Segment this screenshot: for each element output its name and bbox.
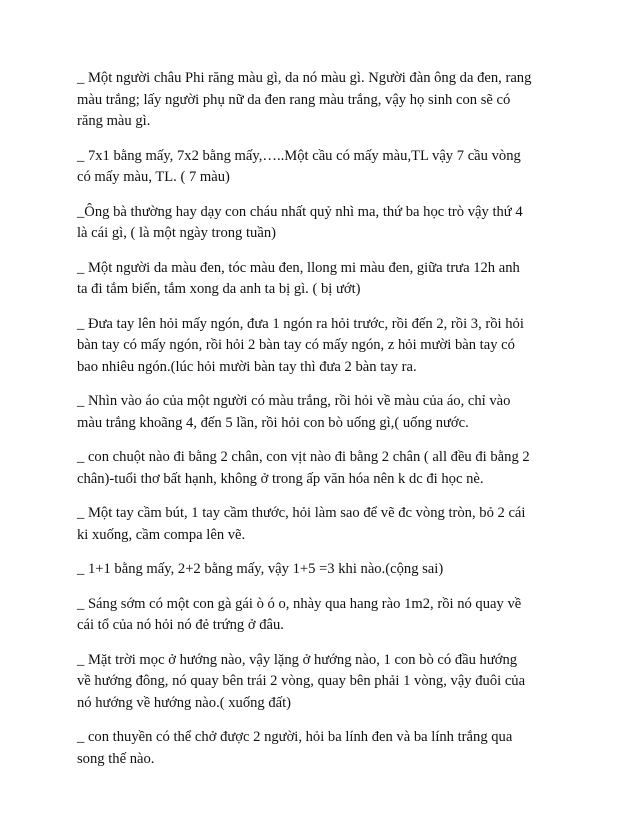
text-line: _ Mặt trời mọc ở hướng nào, vậy lặng ở hướng nào, 1 con bò có đầu hướng (77, 651, 518, 668)
text-line: cái tổ của nó hỏi nó đẻ trứng ở đâu. (77, 617, 284, 633)
text-line: màu trắng khoãng 4, đến 5 lần, rồi hỏi con bò uống gì,( uống nước. (77, 414, 469, 431)
text-line: bàn tay có mấy ngón, rồi hỏi 2 bàn tay có mấy ngón, z hỏi mười bàn tay có (77, 337, 515, 353)
document-body (77, 68, 575, 783)
riddle-paragraph (77, 650, 575, 715)
riddle-paragraph (77, 314, 575, 379)
text-line: ki xuống, cầm compa lên vẽ. (77, 526, 246, 543)
riddle-paragraph (77, 391, 575, 434)
riddle-paragraph (77, 68, 575, 133)
text-line: _ con thuyền có thể chở được 2 người, hỏi ba lính đen và ba lính trắng qua (77, 729, 513, 745)
text-line: _ Một tay cầm bút, 1 tay cầm thước, hỏi làm sao để vẽ đc vòng tròn, bỏ 2 cái (77, 505, 526, 521)
riddle-paragraph (77, 594, 575, 637)
text-line: _ Một người châu Phi răng màu gì, da nó màu gì. Người đàn ông da đen, rang (77, 70, 532, 86)
riddle-paragraph (77, 202, 575, 245)
text-line: ta đi tắm biển, tắm xong da anh ta bị gì. ( bị ướt) (77, 281, 361, 297)
text-line: răng màu gì. (77, 113, 151, 129)
text-line: _ Nhìn vào áo của một người có màu trắng, rồi hỏi về màu của áo, chỉ vào (77, 393, 511, 409)
text-line: nó hướng về hướng nào.( xuống đất) (77, 694, 292, 711)
text-line: màu trắng; lấy người phụ nữ da đen rang màu trắng, vậy họ sinh con sẽ có (77, 91, 511, 108)
text-line: _ con chuột nào đi bằng 2 chân, con vịt nào đi bằng 2 chân ( all đều đi bằng 2 (77, 449, 530, 465)
text-line: _ Sáng sớm có một con gà gái ò ó o, nhày qua hang rào 1m2, rồi nó quay về (77, 595, 522, 612)
text-line: bao nhiêu ngón.(lúc hỏi mười bàn tay thì đưa 2 bàn tay ra. (77, 358, 417, 375)
text-line: chân)-tuổi thơ bất hạnh, không ở trong ấp văn hóa nên k dc đi học nè. (77, 470, 484, 487)
riddle-paragraph (77, 559, 575, 581)
text-line: _ Đưa tay lên hỏi mấy ngón, đưa 1 ngón ra hỏi trước, rồi đến 2, rồi 3, rồi hỏi (77, 315, 524, 332)
text-line: _ 7x1 bằng mấy, 7x2 bằng mấy,…..Một cầu có mấy màu,TL vậy 7 cầu vòng (77, 147, 521, 164)
text-line: về hướng đông, nó quay bên trái 2 vòng, quay bên phải 1 vòng, vậy đuôi của (77, 673, 526, 689)
text-line: là cái gì, ( là một ngày trong tuần) (77, 225, 276, 241)
text-line: song thế nào. (77, 750, 155, 767)
text-line: _ 1+1 bằng mấy, 2+2 bằng mấy, vậy 1+5 =3 khi nào.(cộng sai) (77, 561, 444, 577)
riddle-paragraph (77, 727, 575, 770)
riddle-paragraph (77, 258, 575, 301)
text-line: _ Một người da màu đen, tóc màu đen, llong mi màu đen, giữa trưa 12h anh (77, 259, 520, 276)
riddle-paragraph (77, 503, 575, 546)
riddle-paragraph (77, 447, 575, 490)
text-line: có mấy màu, TL. ( 7 màu) (77, 169, 230, 185)
text-line: _Ông bà thường hay dạy con cháu nhất quỷ nhì ma, thứ ba học trò vậy thứ 4 (77, 203, 523, 220)
riddle-paragraph (77, 146, 575, 189)
